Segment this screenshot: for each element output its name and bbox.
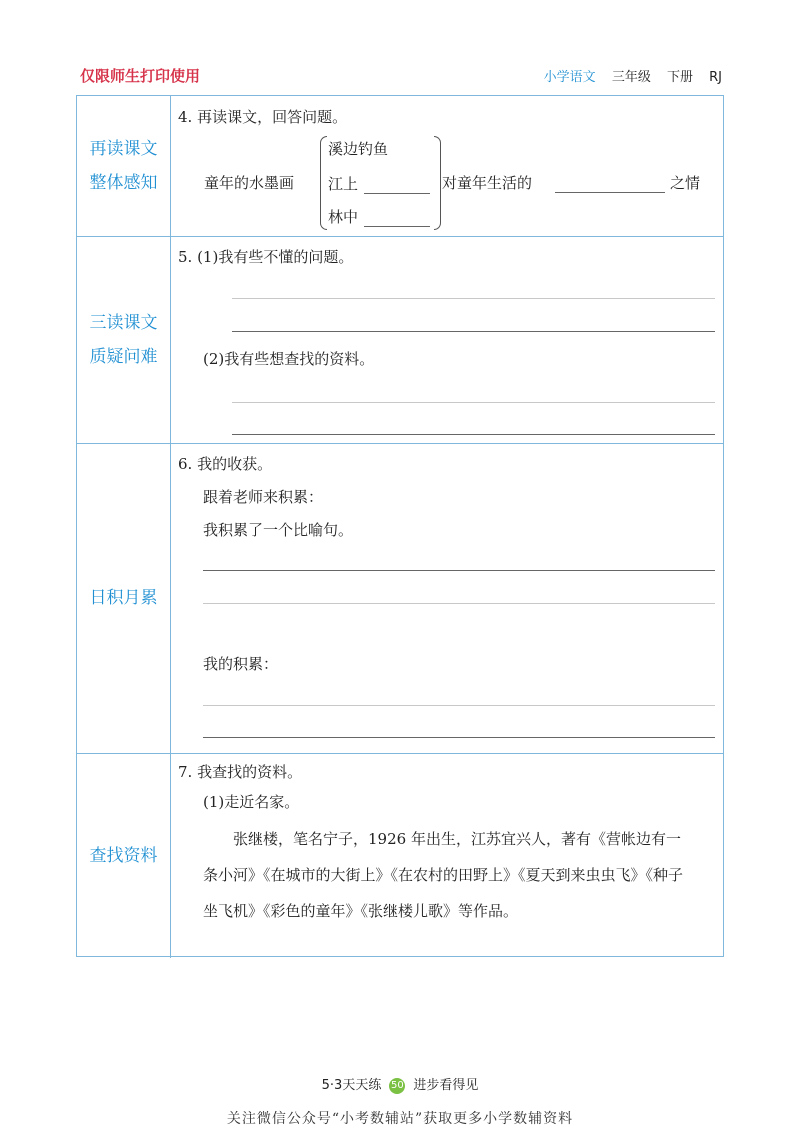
slogan: 进步看得见	[413, 1078, 479, 1093]
section-reread	[77, 96, 723, 237]
term-label: 下册	[666, 70, 693, 85]
subject-label: 小学语文	[543, 70, 596, 85]
question-5-part-2: (2)我有些想查找的资料。	[203, 350, 375, 368]
left-brace	[320, 136, 327, 230]
book-info	[544, 66, 722, 85]
page-footer	[0, 1074, 800, 1094]
section-category	[77, 443, 171, 753]
author-subheading: (1)走近名家。	[203, 793, 300, 811]
my-accumulation-prompt: 我的积累：	[203, 655, 279, 673]
right-brace	[434, 136, 441, 230]
writing-line[interactable]	[203, 603, 715, 604]
writing-line[interactable]	[203, 570, 715, 571]
category-line: 查找资料	[89, 845, 158, 866]
grade-label: 三年级	[611, 70, 651, 85]
scene-item-1: 溪边钓鱼	[328, 140, 389, 158]
section-accumulation	[77, 443, 723, 754]
answer-line[interactable]	[555, 192, 665, 193]
author-bio: 张继楼，笔名宁子，1926 年出生，江苏宜兴人，著有《营帐边有一条小河》《在城市的大街上》《在农村的田野上》《夏天到来虫虫飞》《种子坐飞机》《彩色的童年》《张继楼儿歌》等作品。	[203, 830, 684, 920]
scene-item-3: 林中	[328, 208, 359, 226]
category-line: 三读课文	[89, 312, 158, 333]
writing-line[interactable]	[203, 737, 715, 738]
feeling-prompt: 对童年生活的	[442, 174, 533, 192]
edition-label: RJ	[709, 70, 722, 85]
category-line: 日积月累	[89, 588, 158, 608]
series-name: 5·3天天练	[321, 1078, 382, 1093]
question-6: 6. 我的收获。	[178, 455, 273, 473]
section-category	[77, 96, 171, 236]
section-content	[170, 96, 723, 236]
section-category	[77, 236, 171, 443]
teacher-prompt: 跟着老师来积累：	[203, 488, 324, 506]
writing-line[interactable]	[232, 298, 715, 299]
watermark-text: 关注微信公众号“小考数辅站”获取更多小学数辅资料	[226, 1111, 574, 1127]
writing-line[interactable]	[232, 402, 715, 403]
answer-line[interactable]	[364, 193, 430, 194]
page-number: 50	[389, 1078, 405, 1094]
category-line: 质疑问难	[89, 346, 158, 367]
metaphor-prompt: 我积累了一个比喻句。	[203, 521, 354, 539]
feeling-suffix: 之情	[670, 174, 701, 192]
section-research	[77, 753, 723, 958]
question-5: 5. (1)我有些不懂的问题。	[178, 248, 354, 266]
ink-painting-label: 童年的水墨画	[204, 174, 295, 192]
question-4: 4. 再读课文，回答问题。	[178, 108, 348, 126]
print-notice: 仅限师生打印使用	[80, 67, 201, 85]
category-line: 再读课文	[89, 139, 158, 159]
writing-line[interactable]	[232, 331, 715, 332]
writing-line[interactable]	[232, 434, 715, 435]
scene-item-2: 江上	[328, 175, 359, 193]
section-content	[170, 443, 723, 753]
worksheet-table	[76, 95, 724, 957]
section-content	[170, 236, 723, 443]
category-line: 整体感知	[89, 173, 158, 193]
answer-line[interactable]	[364, 226, 430, 227]
writing-line[interactable]	[203, 705, 715, 706]
question-7: 7. 我查找的资料。	[178, 763, 303, 781]
section-content	[170, 753, 723, 958]
section-category	[77, 753, 171, 958]
section-questioning	[77, 236, 723, 444]
